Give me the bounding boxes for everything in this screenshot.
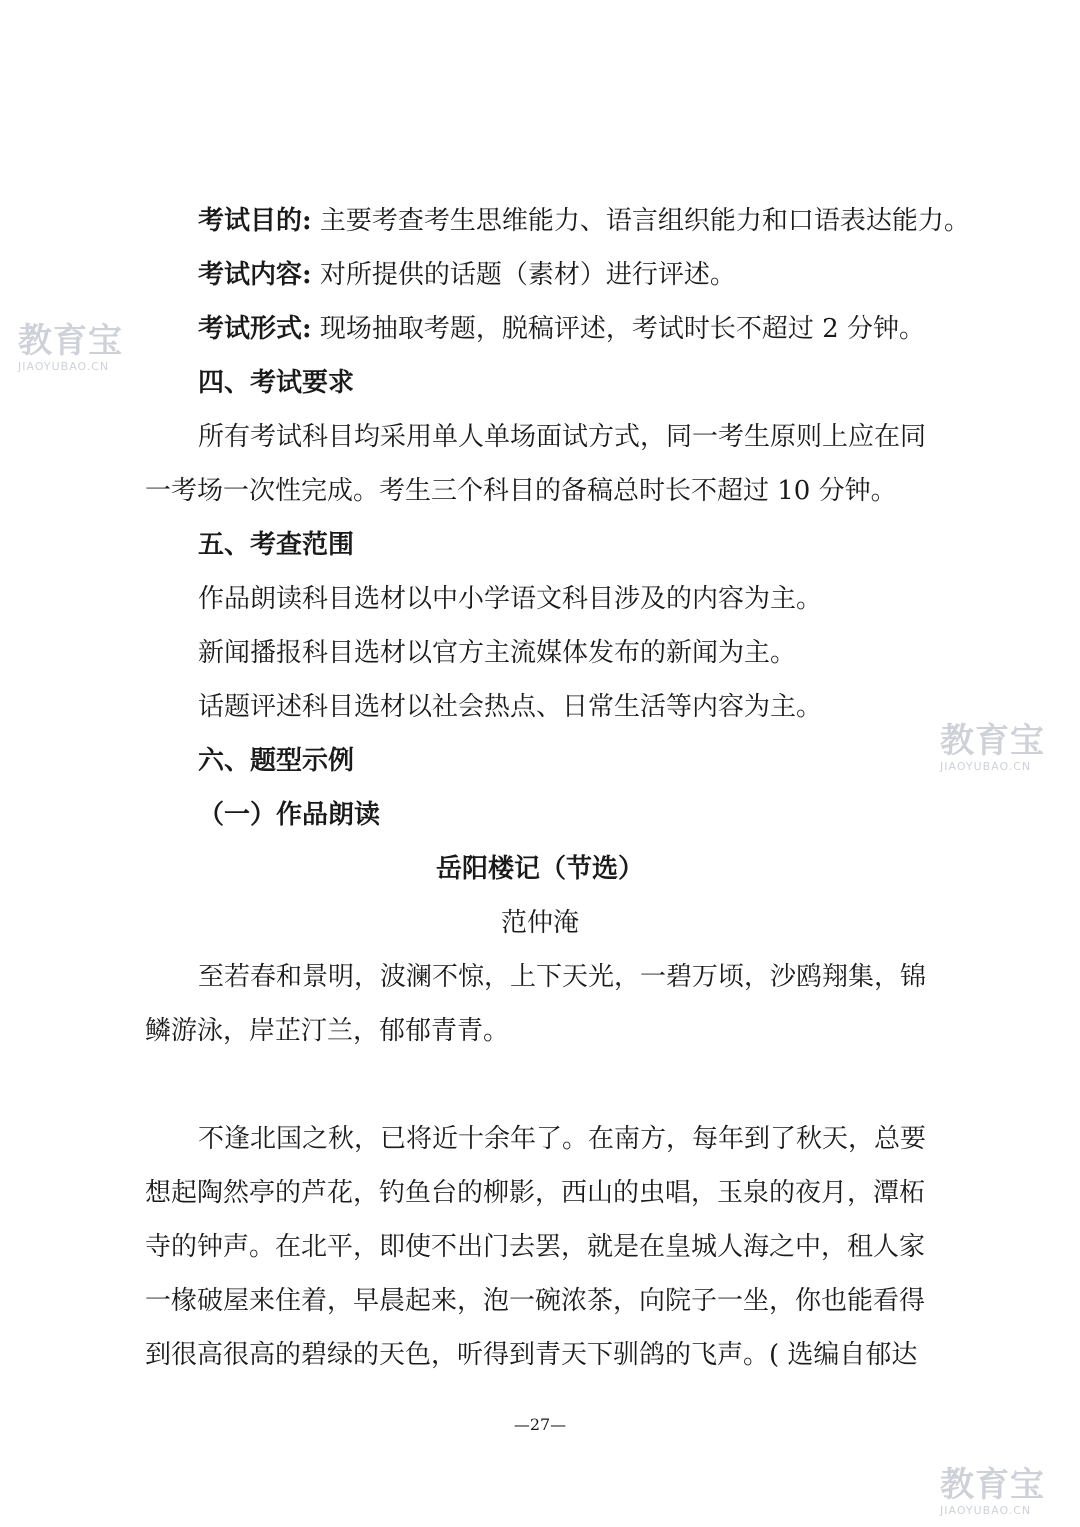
exam-purpose-label: 考试目的:: [198, 206, 312, 236]
paragraph-line: 一椽破屋来住着，早晨起来，泡一碗浓茶，向院子一坐，你也能看得: [145, 1286, 926, 1316]
paragraph-line: 至若春和景明，波澜不惊，上下天光，一碧万顷，沙鸥翔集，锦: [198, 962, 927, 992]
poem-title: 岳阳楼记（节选）: [435, 854, 644, 884]
paragraph-line: 新闻播报科目选材以官方主流媒体发布的新闻为主。: [198, 638, 797, 668]
poem-author: 范仲淹: [500, 908, 579, 938]
section-heading-scope: 五、考查范围: [198, 530, 355, 560]
watermark-sub-text: JIAOYUBAO.CN: [940, 1504, 1032, 1517]
paragraph-line: 一考场一次性完成。考生三个科目的备稿总时长不超过 10 分钟。: [145, 476, 897, 506]
exam-form-text: 现场抽取考题，脱稿评述，考试时长不超过 2 分钟。: [319, 314, 925, 344]
exam-content: [198, 258, 736, 292]
exam-form: [198, 312, 925, 346]
paragraph-line: 想起陶然亭的芦花，钓鱼台的柳影，西山的虫唱，玉泉的夜月，潭柘: [145, 1178, 926, 1208]
section-heading-requirements: 四、考试要求: [198, 368, 355, 398]
paragraph-line: 寺的钟声。在北平，即使不出门去罢，就是在皇城人海之中，租人家: [145, 1232, 926, 1262]
exam-purpose-text: 主要考查考生思维能力、语言组织能力和口语表达能力。: [319, 206, 970, 236]
watermark-main-text: 教育宝: [940, 1465, 1045, 1505]
section-heading-examples: 六、题型示例: [198, 746, 355, 776]
exam-purpose: [198, 204, 970, 238]
watermark-main-text: 教育宝: [18, 321, 123, 361]
paragraph-line: 不逢北国之秋，已将近十余年了。在南方，每年到了秋天，总要: [198, 1124, 927, 1154]
watermark-logo: [18, 322, 148, 382]
paragraph-line: 作品朗读科目选材以中小学语文科目涉及的内容为主。: [198, 584, 823, 614]
watermark-sub-text: JIAOYUBAO.CN: [940, 760, 1032, 773]
paragraph-line: 鳞游泳，岸芷汀兰，郁郁青青。: [145, 1016, 510, 1046]
paragraph-line: 所有考试科目均采用单人单场面试方式，同一考生原则上应在同: [198, 422, 927, 452]
exam-content-label: 考试内容:: [198, 260, 312, 290]
exam-form-label: 考试形式:: [198, 314, 312, 344]
paragraph-line: 话题评述科目选材以社会热点、日常生活等内容为主。: [198, 692, 823, 722]
paragraph-line: 到很高很高的碧绿的天色，听得到青天下驯鸽的飞声。( 选编自郁达: [145, 1340, 918, 1370]
watermark-main-text: 教育宝: [940, 721, 1045, 761]
exam-content-text: 对所提供的话题（素材）进行评述。: [319, 260, 736, 290]
watermark-sub-text: JIAOYUBAO.CN: [18, 360, 110, 373]
page-number: —27—: [513, 1415, 567, 1434]
watermark-logo: [940, 1466, 1070, 1526]
subsection-heading-reading: （一）作品朗读: [198, 800, 381, 830]
watermark-logo: [940, 722, 1070, 782]
